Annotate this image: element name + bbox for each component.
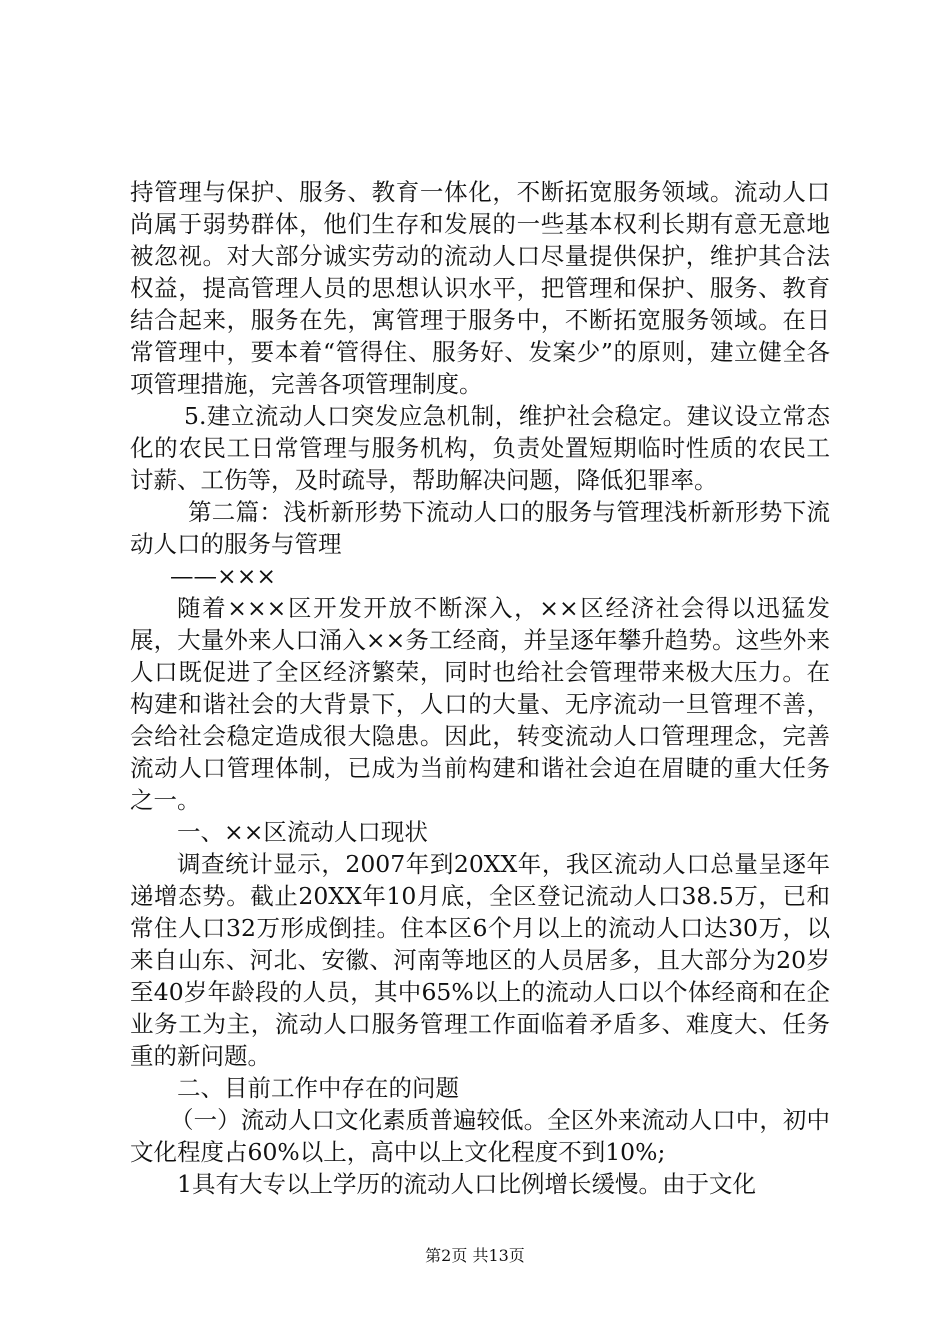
paragraph-continuation: 持管理与保护、服务、教育一体化，不断拓宽服务领域。流动人口尚属于弱势群体，他们生存和发展的一些基本权利长期有意无意地被忽视。对大部分诚实劳动的流动人口尽量提供保护，维护其合法权益，提高管理人员的思想认识水平，把管理和保护、服务、教育结合起来，服务在先，寓管理于服务中，不断拓宽服务领域。在日常管理中，要本着“管得住、服务好、发案少”的原则，建立健全各项管理措施，完善各项管理制度。 bbox=[130, 178, 830, 398]
author-line: ——××× bbox=[170, 562, 277, 590]
paragraph-problem-1-detail: 1具有大专以上学历的流动人口比例增长缓慢。由于文化 bbox=[177, 1170, 756, 1198]
paragraph-intro: 随着×××区开发开放不断深入，××区经济社会得以迅猛发展，大量外来人口涌入××务工经商，并呈逐年攀升趋势。这些外来人口既促进了全区经济繁荣，同时也给社会管理带来极大压力。在构建和谐社会的大背景下，人口的大量、无序流动一旦管理不善，会给社会稳定造成很大隐患。因此，转变流动人口管理理念，完善流动人口管理体制，已成为当前构建和谐社会迫在眉睫的重大任务之一。 bbox=[130, 594, 830, 814]
paragraph-statistics: 调查统计显示，2007年到20XX年，我区流动人口总量呈逐年递增态势。截止20XX年10月底，全区登记流动人口38.5万，已和常住人口32万形成倒挂。住本区6个月以上的流动人口达30万，以来自山东、河北、安徽、河南等地区的人员居多，且大部分为20岁至40岁年龄段的人员，其中65%以上的流动人口以个体经商和在企业务工为主，流动人口服务管理工作面临着矛盾多、难度大、任务重的新问题。 bbox=[130, 850, 830, 1070]
heading-problems: 二、目前工作中存在的问题 bbox=[177, 1074, 459, 1102]
paragraph-problem-1: （一）流动人口文化素质普遍较低。全区外来流动人口中，初中文化程度占60%以上，高中以上文化程度不到10%; bbox=[130, 1106, 830, 1166]
paragraph-item-5: 5.建立流动人口突发应急机制，维护社会稳定。建议设立常态化的农民工日常管理与服务机构，负责处置短期临时性质的农民工讨薪、工伤等，及时疏导，帮助解决问题，降低犯罪率。 bbox=[130, 402, 830, 494]
document-body bbox=[130, 176, 830, 1200]
page-footer bbox=[0, 1246, 950, 1266]
page-number-label: 第2页 共13页 bbox=[425, 1246, 525, 1265]
section-heading-part-two: 第二篇：浅析新形势下流动人口的服务与管理浅析新形势下流动人口的服务与管理 bbox=[130, 498, 830, 558]
heading-status: 一、××区流动人口现状 bbox=[177, 818, 428, 846]
